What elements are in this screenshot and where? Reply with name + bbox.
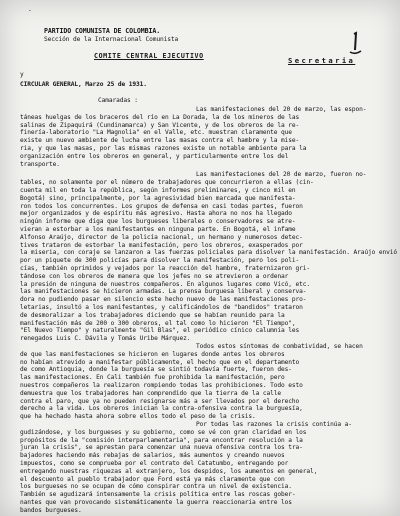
- body-line: gudizándose, y los burgueses y su gobierno, como se vé con gran claridad en los: [20, 428, 307, 436]
- body-line: Las manifestaciones del 20 de marzo, fueron no-: [196, 171, 367, 179]
- body-line: entregando nuestras riquezas al extranjero, los despidos, los aumentos en general,: [20, 467, 318, 475]
- y-mark: y: [20, 71, 24, 78]
- body-line: bandos burgueses.: [20, 506, 82, 514]
- body-line: tives trataron de estorbar la manifestación, pero los obreros, exasperados por: [20, 241, 303, 249]
- body-line: existe un nuevo ambiente de lucha entre las masas contra el hambre y la mise-: [20, 137, 300, 145]
- body-line: ria, y que las masas, por las mismas razones existe un notable ambiente para la: [20, 145, 307, 152]
- body-line: contra el paro, que ya no pueden resignarse más a ser llevados por el derecho: [20, 397, 300, 405]
- body-line: tándose con los obreros de manera que los jefes no se atrevieron a ordenar: [20, 272, 289, 280]
- body-line: demuestra que los trabajadores han comprendido que la tierra de la calle: [20, 389, 282, 397]
- body-line: mejor organizados y de espíritu más agresivo. Hasta ahora no nos ha llegado: [20, 210, 292, 218]
- body-line: renegados Luis C. Dávila y Tomás Uribe Márquez.: [20, 335, 191, 343]
- page-corner-mark: -: [28, 7, 32, 14]
- body-line: de como Antioquia, donde la burguesía se sintió todavía fuerte, fueron des-: [20, 366, 292, 374]
- body-line: derecho a la vida. Los obreros inician la contra-ofensiva contra la burguesía,: [20, 405, 303, 413]
- body-line: bajadores haciendo más rebajas de salarios, más aumentos y creando nuevos: [20, 452, 285, 460]
- body-line: manifestación más de 200 o 300 obreros, el tal como lo hicieron "El Tiempo",: [20, 319, 296, 327]
- body-line: que ha hechado hasta ahora sobre ellos todo el peso de la crisis.: [20, 413, 256, 421]
- body-line: Por todas las razones la crisis continúa a-: [196, 421, 352, 428]
- body-line: la miseria, con coraje se lanzaron a las fuerzas policiales para disolver la manifestación. Araújo envió: [20, 249, 398, 257]
- body-line: transporte.: [20, 160, 60, 168]
- org-section: Sección de la Internacional Comunista: [44, 36, 179, 43]
- body-line: de desmoralizar a los trabajadores diciendo que se habían reunido para la: [20, 311, 285, 319]
- body-line: finería-laboratorio "La Magnolia" en el Valle, etc. muestran claramente que: [20, 129, 292, 137]
- handwritten-number-mark: [342, 30, 368, 56]
- circular-date: CIRCULAR GENERAL, Marzo 25 de 1931.: [20, 81, 147, 88]
- body-line: nantes que van provocando sistemáticamente la guerra reaccionaria entre los: [20, 499, 292, 506]
- body-line: Las manifestaciones del 20 de marzo, las espon-: [196, 106, 367, 113]
- body-line: el descuento al pueblo trabajador que Ford está ya más claramente que con: [20, 475, 285, 483]
- body-line: las manifestaciones. En Cali también fue prohibida la manifestación, pero: [20, 374, 285, 382]
- body-line: de que las manifestaciones se hicieron en lugares donde antes los obreros: [20, 350, 285, 358]
- committee-heading: COMITE CENTRAL EJECUTIVO: [94, 52, 204, 60]
- body-line: Bogotá) sino, principalmente, por la agresividad bien marcada que manifesta-: [20, 194, 296, 202]
- body-line: Todos estos síntomas de combatividad, se hacen: [196, 343, 363, 350]
- body-line: Alfonso Araújo, director de la policía nacional, un hermano y numerosos detec-: [20, 233, 303, 241]
- body-line: letarias, insultó a los manifestantes, y calificándolos de "bandidos" trataron: [20, 304, 303, 311]
- body-line: cuenta mil en toda la república, según informes preliminares, y cinco mil en: [20, 187, 296, 194]
- body-line: táneas huelgas de los braceros del río en La Dorada, la de los mineros de las: [20, 113, 300, 121]
- body-line: juran la crisis", se aprestan para comenzar una nueva ofensiva contra los tra-: [20, 444, 303, 452]
- salutation: Camaradas :: [98, 97, 138, 104]
- body-line: ron todos los concurrentes. Los grupos de defensa en casi todas partes, fueron: [20, 202, 303, 210]
- body-line: vieran a estorbar a los manifestantes en ninguna parte. En Bogotá, el infame: [20, 226, 296, 233]
- body-line: "El Nuevo Tiempo" y naturalmente "Gil Blas", el periódico cínico calumnia les: [20, 327, 300, 335]
- body-line: no habían atrevido a manifestar públicamente, el hecho que en el departamento: [20, 358, 300, 366]
- body-line: la presión de ninguna de nuestros compañeros. En algunos lugares como Vicó, etc.: [20, 280, 311, 288]
- body-line: También se agudizará intensamente la crisis política entre las roscas gober-: [20, 491, 296, 499]
- body-line: dora no pudiendo pasar en silencio este hecho nuevo de las manifestaciones pro-: [20, 296, 307, 304]
- body-line: cías, también oprimidos y vejados por la reacción del hambre, fraternizaron gri-: [20, 265, 311, 272]
- body-line: tables, no solamente por el número de trabajadores que concurrieron a ellas (cin-: [20, 179, 314, 187]
- org-name: PARTIDO COMUNISTA DE COLOMBIA.: [44, 27, 161, 35]
- body-line: organización entre los obreros en general, y particularmente entre los del: [20, 152, 289, 160]
- body-line: propósitos de la "comisión interparlamentaria", para encontrar resolución a la: [20, 436, 303, 444]
- secretaria-heading: Secretaria: [288, 56, 356, 65]
- body-line: nuestros compañeros la realizaron rompiendo todas las prohibiciones. Todo esto: [20, 382, 303, 389]
- body-line: los burgueses no se ocupan de cómo conspirar contra un nivel de existencia.: [20, 483, 292, 491]
- body-line: salinas de Zipaquirá (Cundinamarca) y San Vicente, y de los obreros de la re-: [20, 121, 300, 129]
- body-line: por un piquete de 300 policías para disolver la manifestación, pero los poli-: [20, 257, 300, 265]
- body-line: ningún informe que diga que los burgueses liberales o conservadores se atre-: [20, 218, 296, 226]
- body-line: impuestos, como se comprueba por el contrato del Catatumbo, entregando por: [20, 460, 289, 467]
- body-line: las manifestaciones se hicieron armadas. La prensa burguesa liberal y conserva-: [20, 288, 307, 296]
